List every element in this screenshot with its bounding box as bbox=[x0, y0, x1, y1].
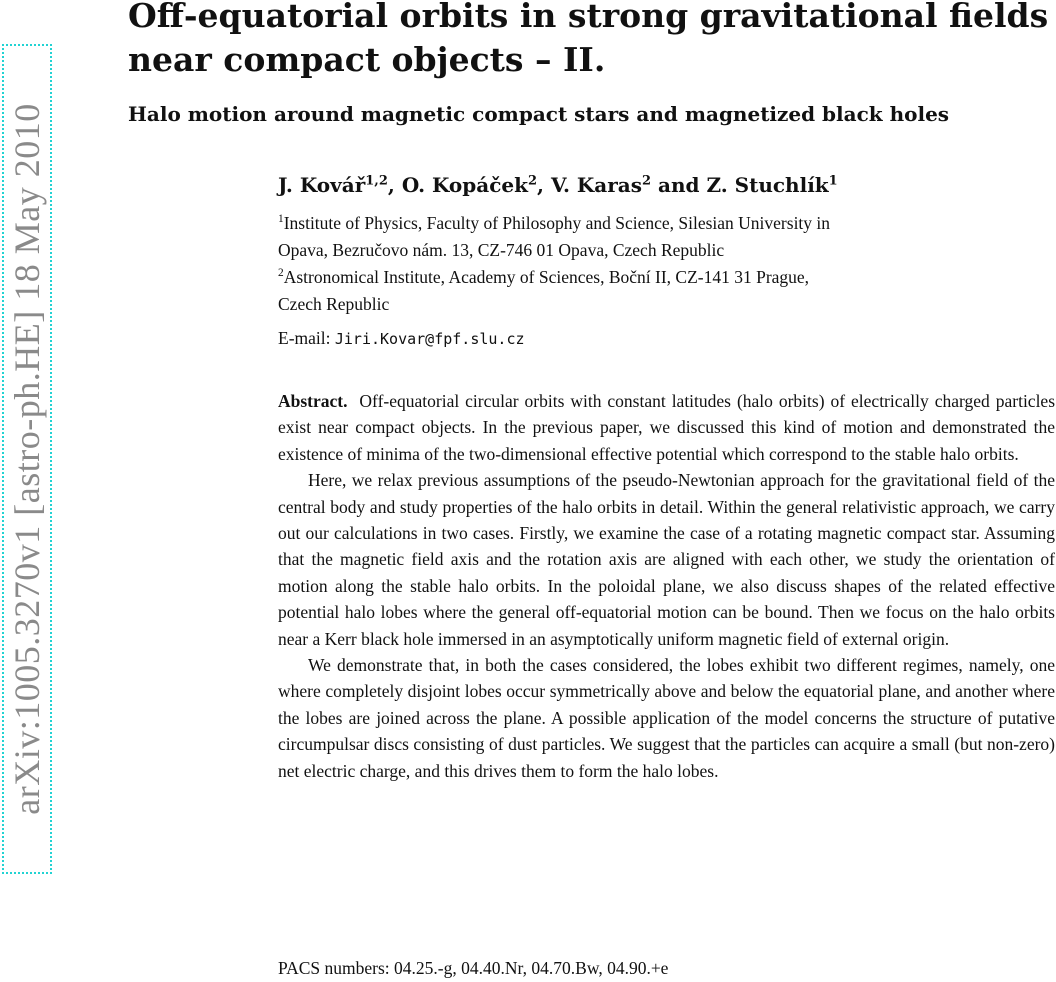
affiliation-2: $^2$Astronomical Institute, Academy of Sciences, Boční II, CZ-141 31 Prague, bbox=[278, 267, 810, 287]
author: J. Kovář$^{1,2}$, bbox=[278, 173, 402, 197]
abstract-paragraph: Here, we relax previous assumptions of the pseudo-Newtonian approach for the gravitational field of the central body and study properties of the halo orbits in detail. Within the general relativistic approach, we carry out our calculations in two cases. Firstly, we examine the case of a rotating magnetic compact star. Assuming that the magnetic field axis and the rotation axis are aligned with each other, we study the orientation of motion along the stable halo orbits. In the poloidal plane, we also discuss shapes of the related effective potential halo lobes where the general off-equatorial motion can be bound. Then we focus on the halo orbits near a Kerr black hole immersed in an asymptotically uniform magnetic field of external origin. bbox=[278, 470, 1055, 649]
title-line-1: Off-equatorial orbits in strong gravitational fields bbox=[128, 0, 1049, 35]
author-list bbox=[278, 173, 838, 197]
author: V. Karas$^2$ and bbox=[550, 173, 707, 197]
paper-title bbox=[128, 0, 1048, 82]
paper-subtitle: Halo motion around magnetic compact stars and magnetized black holes bbox=[128, 102, 950, 126]
author: Z. Stuchlík$^1$ bbox=[706, 173, 838, 197]
abstract-paragraph: We demonstrate that, in both the cases considered, the lobes exhibit two different regimes, namely, one where completely disjoint lobes occur symmetrically above and below the equatorial plane, and another where the lobes are joined across the plane. A possible application of the model concerns the structure of putative circumpulsar discs consisting of dust particles. We suggest that the particles can acquire a small (but non-zero) net electric charge, and this drives them to form the halo lobes. bbox=[278, 655, 1055, 781]
affiliation-1: $^1$Institute of Physics, Faculty of Philosophy and Science, Silesian University in bbox=[278, 213, 831, 233]
email-label: E-mail: bbox=[278, 328, 331, 348]
affiliations bbox=[278, 210, 998, 318]
abstract-label: Abstract. bbox=[278, 391, 348, 411]
arxiv-identifier: arXiv:1005.3270v1 [astro-ph.HE] 18 May 2010 bbox=[7, 103, 47, 815]
title-line-2: near compact objects – II. bbox=[128, 40, 606, 79]
author: O. Kopáček$^2$, bbox=[401, 173, 551, 197]
email-line bbox=[278, 328, 525, 349]
affiliation-1-line-2: Opava, Bezručovo nám. 13, CZ-746 01 Opava, Czech Republic bbox=[278, 240, 725, 260]
abstract bbox=[278, 388, 1055, 784]
arxiv-side-stamp bbox=[2, 44, 52, 874]
affiliation-2-line-2: Czech Republic bbox=[278, 294, 390, 314]
abstract-paragraph: Abstract. Off-equatorial circular orbits with constant latitudes (halo orbits) of electrically charged particles exist near compact objects. In the previous paper, we discussed this kind of motion and demonstrated the existence of minima of the two-dimensional effective potential which correspond to the stable halo orbits. bbox=[278, 391, 1056, 464]
email-address[interactable]: Jiri.Kovar@fpf.slu.cz bbox=[334, 330, 525, 348]
pacs-numbers: PACS numbers: 04.25.-g, 04.40.Nr, 04.70.Bw, 04.90.+e bbox=[278, 958, 669, 978]
